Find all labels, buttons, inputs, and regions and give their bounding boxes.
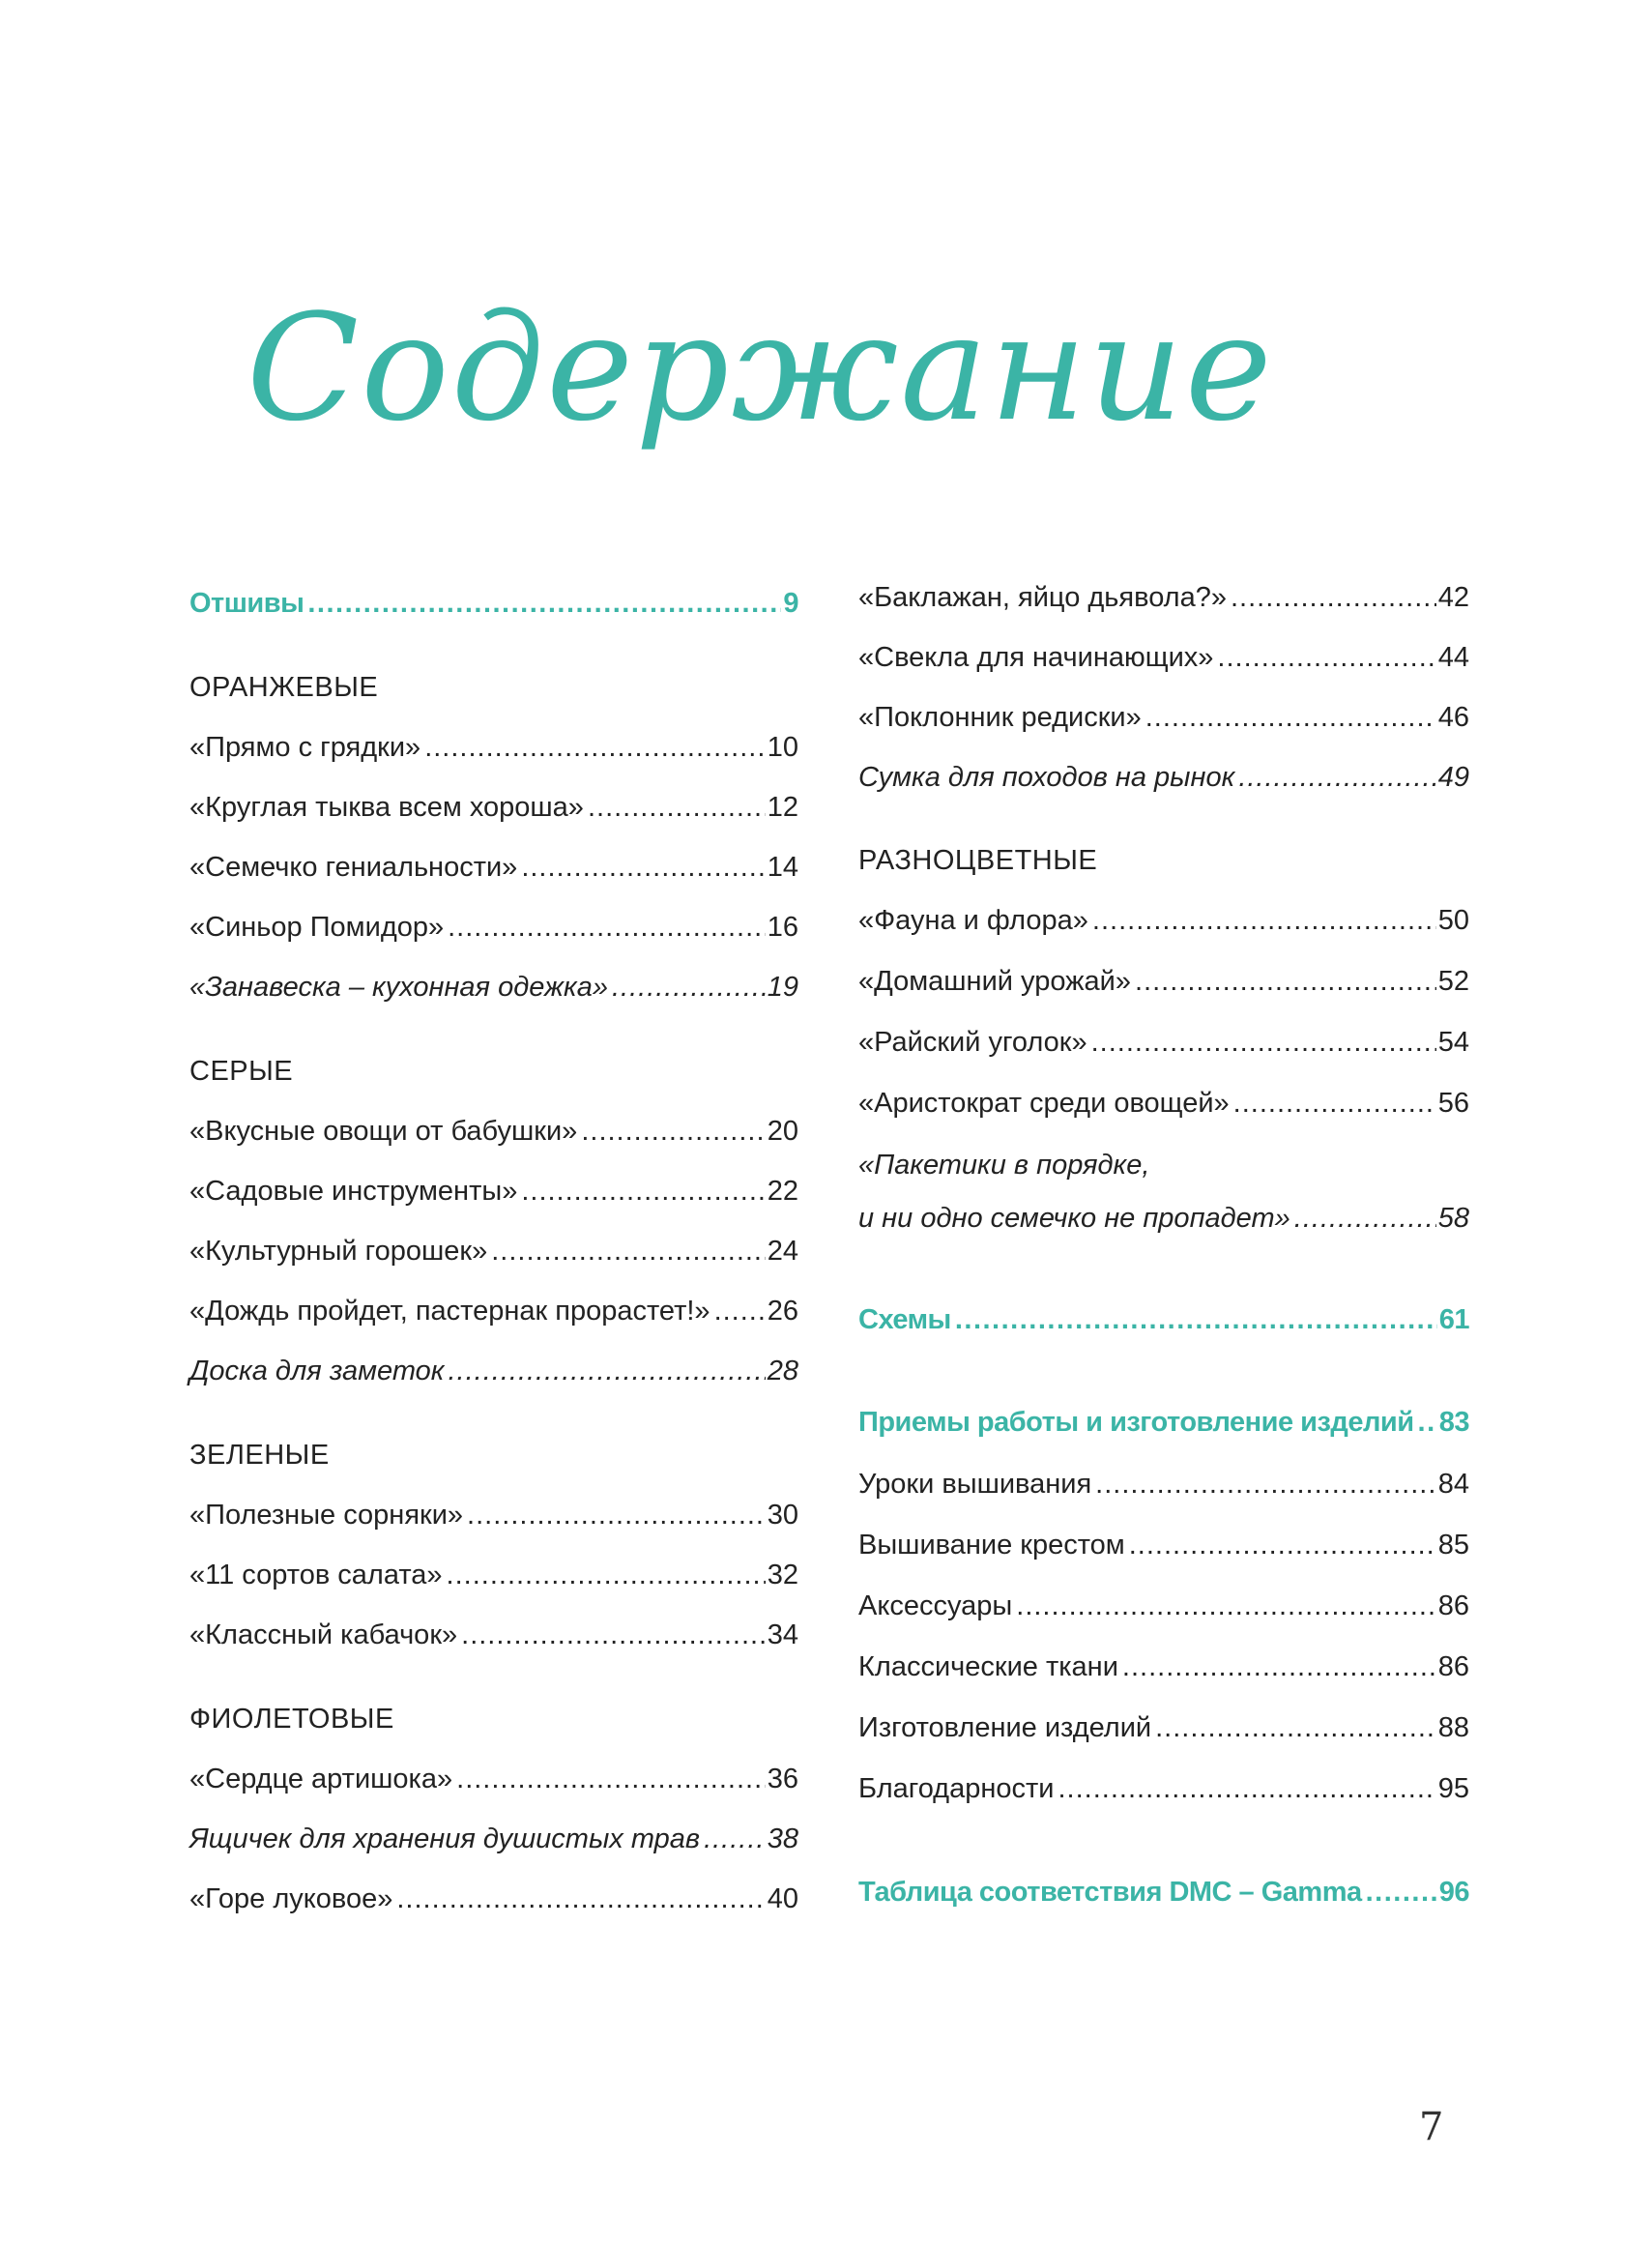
dot-leader [491, 1232, 766, 1270]
toc-entry-title: «Фауна и флора» [858, 905, 1088, 936]
toc-entry[interactable] [189, 1880, 798, 1918]
section-heading-violet: ФИОЛЕТОВЫЕ [189, 1704, 394, 1735]
toc-entry-title: «Дождь пройдет, пастернак прорастет!» [189, 1296, 710, 1327]
toc-entry-page: 36 [767, 1764, 798, 1794]
toc-entry-page: 86 [1437, 1590, 1469, 1621]
toc-entry-page: 61 [1438, 1304, 1469, 1335]
dot-leader [447, 1556, 766, 1594]
toc-entry-project[interactable] [189, 968, 798, 1006]
page-number: 7 [1419, 2105, 1444, 2149]
toc-entry[interactable] [858, 1648, 1469, 1686]
toc-entry-project[interactable] [858, 1199, 1469, 1238]
toc-entry[interactable] [189, 1616, 798, 1654]
toc-entry-page: 85 [1437, 1530, 1469, 1561]
toc-entry-title: Отшивы [189, 588, 304, 619]
toc-entry-title: «Полезные сорняки» [189, 1500, 464, 1531]
toc-entry-title: «11 сортов салата» [189, 1560, 443, 1590]
toc-entry-title: «Круглая тыква всем хороша» [189, 792, 584, 823]
toc-entry[interactable] [858, 1708, 1469, 1747]
toc-entry-page: 56 [1437, 1088, 1469, 1119]
dot-leader [1217, 638, 1435, 677]
dot-leader [1135, 962, 1436, 1001]
dot-leader [1294, 1199, 1436, 1238]
dot-leader [307, 584, 781, 623]
toc-entry-title: и ни одно семечко не пропадет» [858, 1203, 1290, 1234]
toc-entry-otzyvy[interactable] [189, 584, 798, 623]
toc-entry[interactable] [858, 901, 1469, 940]
dot-leader [612, 968, 766, 1006]
toc-entry-title: Аксессуары [858, 1590, 1013, 1621]
toc-entry-title: Вышивание крестом [858, 1530, 1125, 1561]
toc-entry-page: 22 [767, 1176, 798, 1207]
toc-entry-page: 16 [767, 912, 798, 943]
toc-entry-page: 24 [767, 1236, 798, 1267]
toc-entry-title: «Домашний урожай» [858, 966, 1131, 997]
toc-entry-project[interactable] [189, 1820, 798, 1858]
toc-entry-title: Благодарности [858, 1773, 1055, 1804]
toc-entry-title: «Сердце артишока» [189, 1764, 453, 1794]
toc-entry-title: «Свекла для начинающих» [858, 642, 1214, 673]
toc-entry-page: 38 [767, 1823, 798, 1854]
toc-entry-page: 28 [767, 1356, 798, 1386]
dot-leader [1233, 1084, 1436, 1123]
toc-entry-page: 30 [767, 1500, 798, 1531]
toc-entry-title: «Занавеска – кухонная одежка» [189, 972, 608, 1003]
dot-leader [1145, 698, 1436, 737]
toc-entry-page: 58 [1437, 1203, 1469, 1234]
toc-entry[interactable] [189, 1760, 798, 1798]
toc-entry-page: 88 [1437, 1712, 1469, 1743]
toc-entry-title: «Поклонник редиски» [858, 702, 1142, 733]
page-title: Содержание [246, 282, 1274, 453]
toc-entry-page: 83 [1438, 1407, 1469, 1438]
toc-entry-title: Изготовление изделий [858, 1712, 1152, 1743]
toc-entry-page: 86 [1437, 1651, 1469, 1682]
toc-entry-page: 95 [1437, 1773, 1469, 1804]
dot-leader [456, 1760, 766, 1798]
toc-entry[interactable] [858, 638, 1469, 677]
toc-entry-title: Уроки вышивания [858, 1469, 1092, 1500]
dot-leader [1091, 1023, 1436, 1062]
toc-entry-page: 26 [767, 1296, 798, 1327]
toc-entry-title: «Баклажан, яйцо дьявола?» [858, 582, 1227, 613]
toc-entry[interactable] [858, 698, 1469, 737]
toc-entry[interactable] [189, 1232, 798, 1270]
section-heading-multicolor: РАЗНОЦВЕТНЫЕ [858, 845, 1098, 876]
toc-entry-project-line1[interactable]: «Пакетики в порядке, [858, 1150, 1150, 1181]
toc-entry-page: 46 [1437, 702, 1469, 733]
toc-entry-title: «Семечко гениальности» [189, 852, 518, 883]
section-heading-grey: СЕРЫЕ [189, 1056, 294, 1087]
section-heading-orange: ОРАНЖЕВЫЕ [189, 672, 379, 703]
dot-leader [521, 848, 765, 887]
dot-leader [704, 1820, 766, 1858]
dot-leader [1129, 1526, 1436, 1564]
toc-entry[interactable] [858, 1769, 1469, 1808]
toc-entry-page: 10 [767, 732, 798, 763]
toc-entry-project[interactable] [189, 1352, 798, 1390]
toc-entry-page: 12 [767, 792, 798, 823]
toc-entry-page: 20 [767, 1116, 798, 1147]
dot-leader [1122, 1648, 1436, 1686]
toc-entry-page: 19 [767, 972, 798, 1003]
dot-leader [1366, 1873, 1437, 1911]
dot-leader [581, 1112, 765, 1151]
toc-entry[interactable] [189, 1112, 798, 1151]
dot-leader [396, 1880, 765, 1918]
toc-entry[interactable] [858, 1526, 1469, 1564]
dot-leader [588, 788, 766, 827]
toc-entry[interactable] [189, 1292, 798, 1330]
toc-entry-title: «Культурный горошек» [189, 1236, 488, 1267]
toc-entry-page: 40 [767, 1883, 798, 1914]
dot-leader [714, 1292, 766, 1330]
toc-entry-page: 42 [1437, 582, 1469, 613]
toc-entry-title: Классические ткани [858, 1651, 1118, 1682]
toc-entry-correspondence-table[interactable] [858, 1873, 1469, 1911]
toc-entry-title: Сумка для походов на рынок [858, 762, 1235, 793]
dot-leader [1058, 1769, 1436, 1808]
toc-entry-page: 14 [767, 852, 798, 883]
dot-leader [955, 1300, 1437, 1339]
toc-entry-title: «Аристократ среди овощей» [858, 1088, 1230, 1119]
dot-leader [1155, 1708, 1436, 1747]
toc-entry-page: 84 [1437, 1469, 1469, 1500]
toc-entry-title: Ящичек для хранения душистых трав [189, 1823, 701, 1854]
toc-entry[interactable] [189, 728, 798, 767]
dot-leader [461, 1616, 766, 1654]
toc-entry-page: 44 [1437, 642, 1469, 673]
dot-leader [1092, 901, 1436, 940]
toc-entry-title: Таблица соответствия DMC – Gamma [858, 1877, 1362, 1908]
toc-entry-page: 9 [783, 588, 798, 619]
toc-entry-schemes[interactable] [858, 1300, 1469, 1339]
dot-leader [467, 1496, 766, 1534]
toc-entry-page: 54 [1437, 1027, 1469, 1058]
toc-entry-page: 52 [1437, 966, 1469, 997]
toc-entry-page: 96 [1438, 1877, 1469, 1908]
toc-entry-title: «Райский уголок» [858, 1027, 1087, 1058]
toc-entry-page: 32 [767, 1560, 798, 1590]
toc-entry-title: «Горе луковое» [189, 1883, 393, 1914]
toc-entry-page: 34 [767, 1619, 798, 1650]
toc-entry[interactable] [858, 578, 1469, 617]
toc-entry-title: «Вкусные овощи от бабушки» [189, 1116, 578, 1147]
toc-entry[interactable] [189, 788, 798, 827]
toc-entry[interactable] [858, 1465, 1469, 1503]
toc-entry[interactable] [189, 1496, 798, 1534]
dot-leader [1238, 758, 1435, 797]
dot-leader [448, 908, 766, 947]
dot-leader [1016, 1587, 1435, 1625]
dot-leader [448, 1352, 765, 1390]
toc-entry-project[interactable] [858, 758, 1469, 797]
dot-leader [1418, 1403, 1437, 1442]
toc-entry-title: «Прямо с грядки» [189, 732, 421, 763]
toc-entry[interactable] [189, 908, 798, 947]
toc-entry-title: Приемы работы и изготовление изделий [858, 1407, 1414, 1438]
toc-entry-title: Схемы [858, 1304, 951, 1335]
toc-entry[interactable] [858, 1023, 1469, 1062]
toc-entry[interactable] [858, 962, 1469, 1001]
dot-leader [521, 1172, 765, 1211]
section-heading-green: ЗЕЛЕНЫЕ [189, 1440, 330, 1471]
dot-leader [1231, 578, 1436, 617]
toc-entry-page: 50 [1437, 905, 1469, 936]
toc-entry[interactable] [189, 1172, 798, 1211]
toc-entry-page: 49 [1437, 762, 1469, 793]
toc-entry[interactable] [189, 848, 798, 887]
toc-entry-title: Доска для заметок [189, 1356, 445, 1386]
toc-entry-title: «Синьор Помидор» [189, 912, 445, 943]
dot-leader [424, 728, 766, 767]
toc-entry-title: «Классный кабачок» [189, 1619, 458, 1650]
toc-entry-title: «Садовые инструменты» [189, 1176, 518, 1207]
dot-leader [1095, 1465, 1436, 1503]
toc-entry[interactable] [858, 1084, 1469, 1123]
toc-entry[interactable] [189, 1556, 798, 1594]
toc-entry-techniques[interactable] [858, 1403, 1469, 1442]
toc-entry[interactable] [858, 1587, 1469, 1625]
